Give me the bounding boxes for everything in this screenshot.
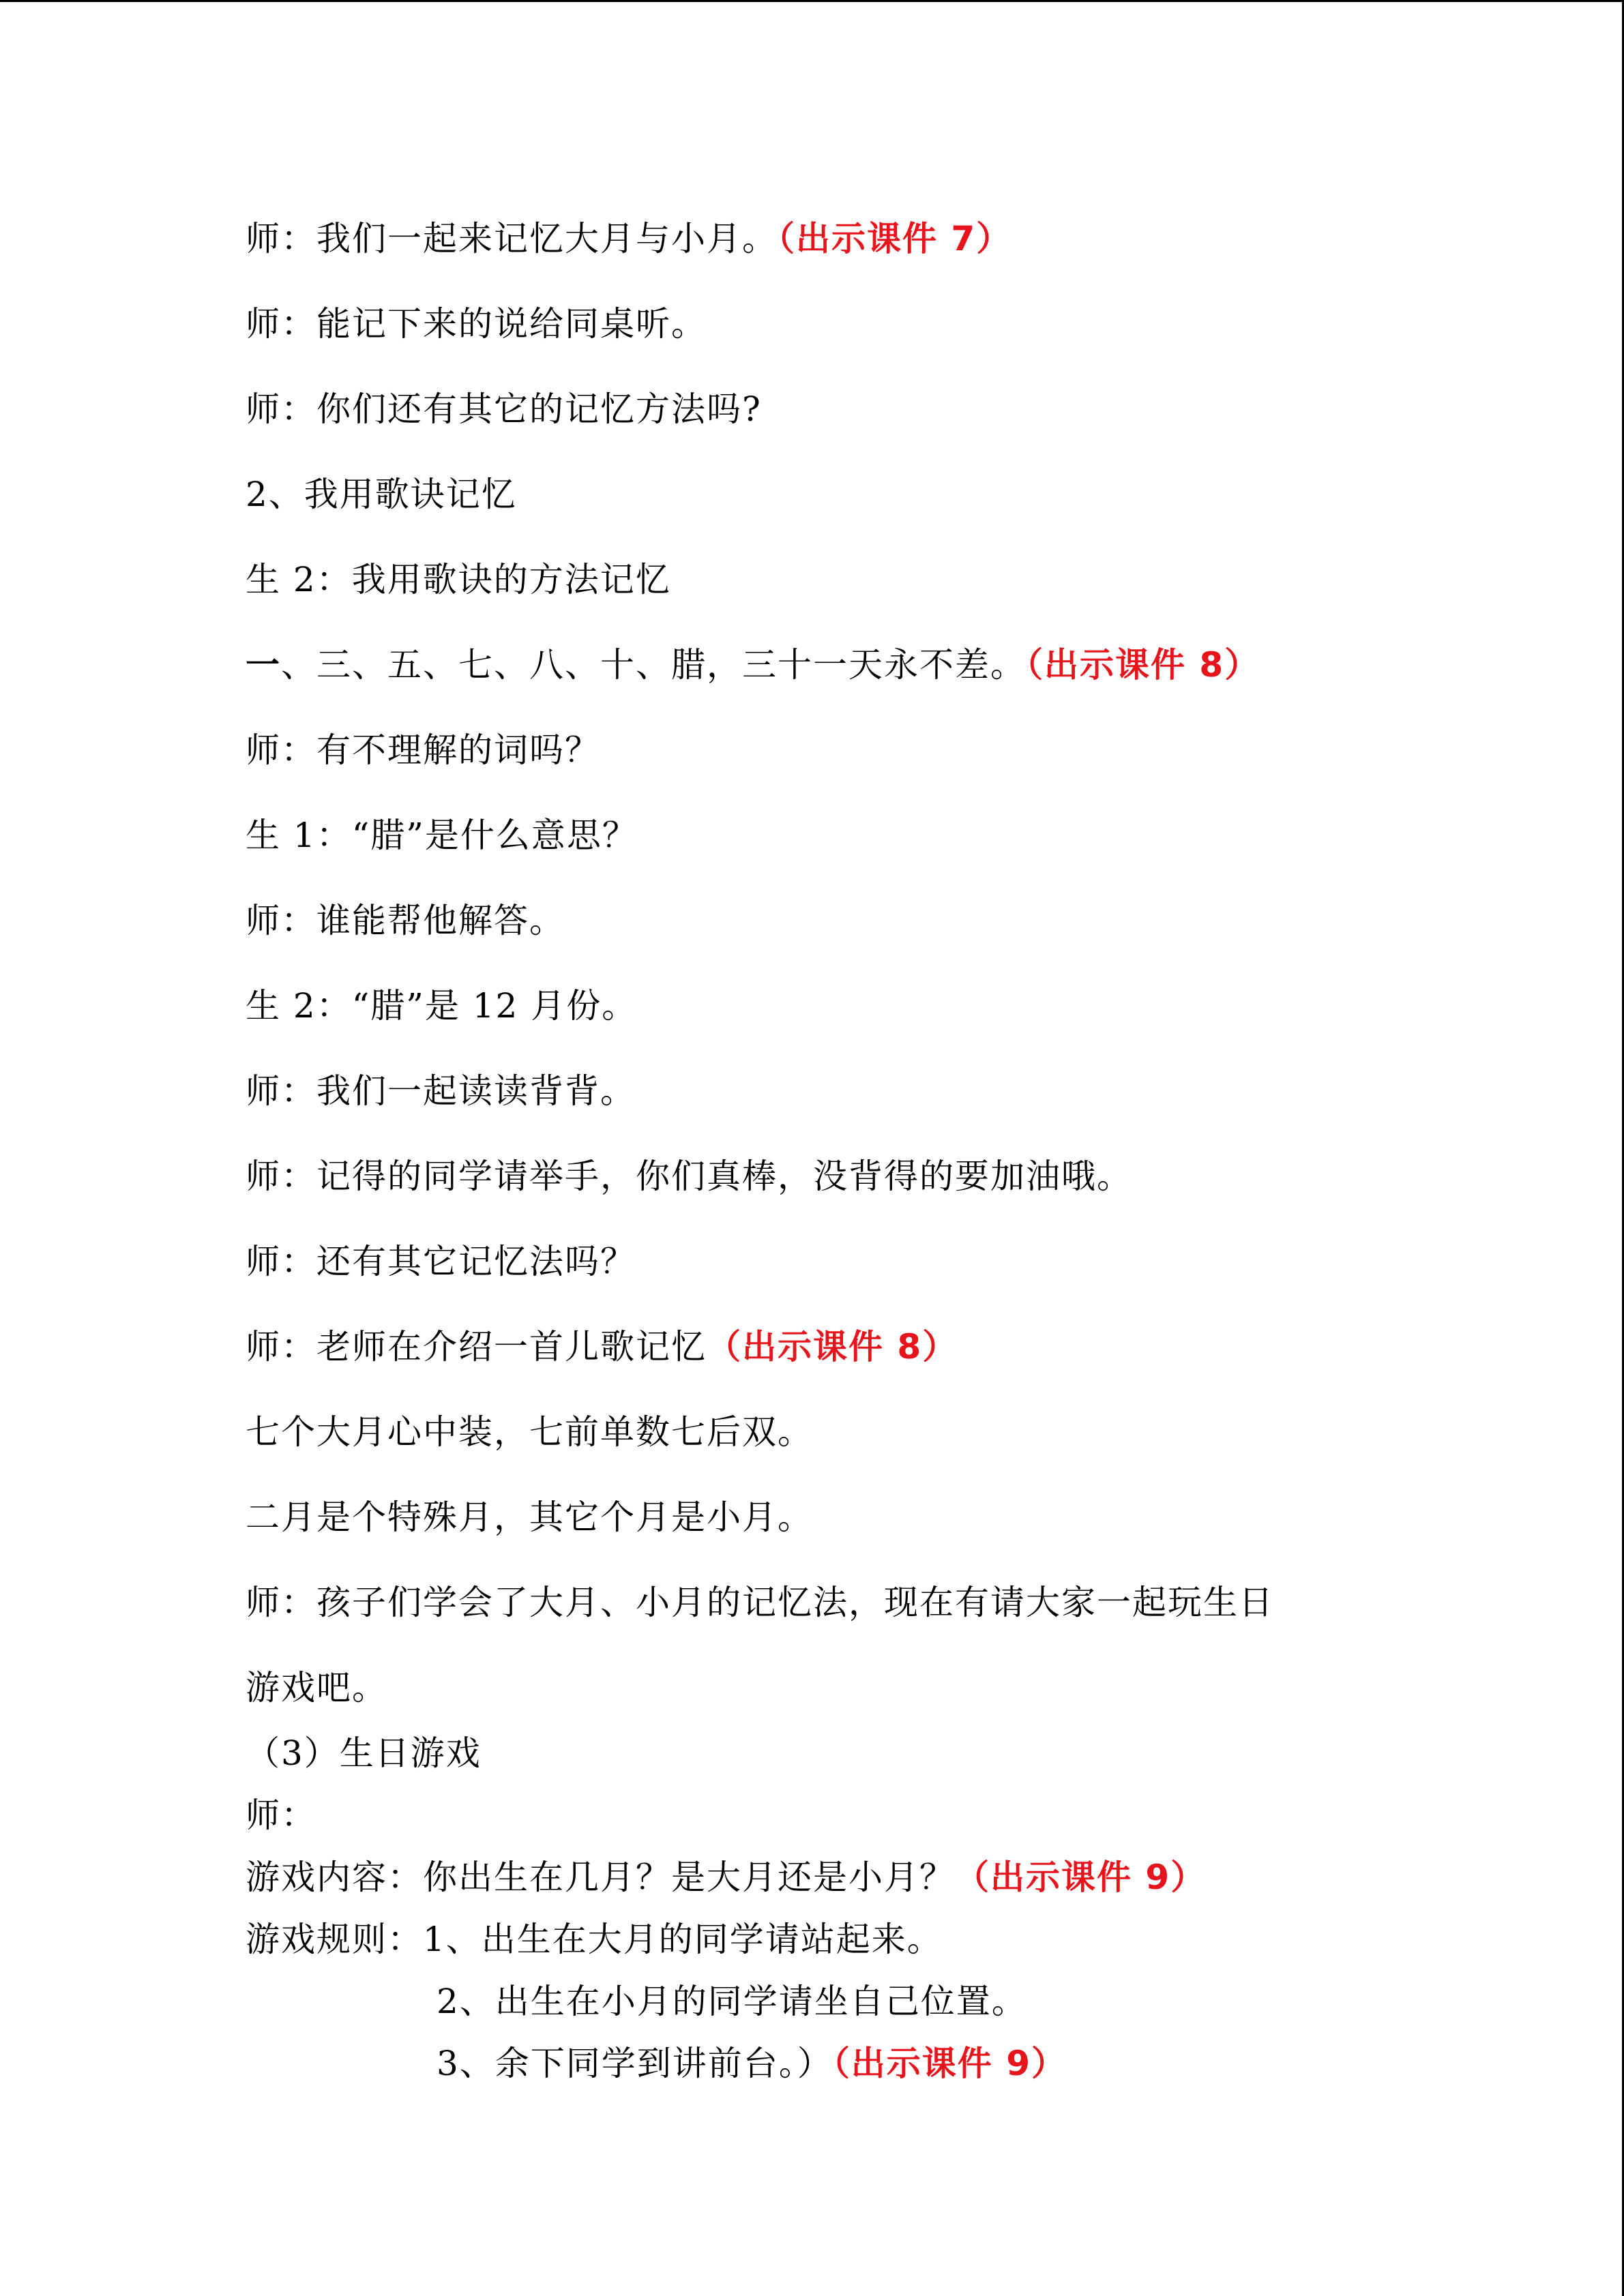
text-line: 师：能记下来的说给同桌听。 [246,304,707,344]
page-border-top [0,0,1624,2]
courseware-note: （出示课件 9） [832,2044,1067,2083]
text-line: 师：你们还有其它的记忆方法吗? [246,389,762,429]
text-line: 师：谁能帮他解答。 [246,901,565,940]
text-line: 师： [246,1795,316,1835]
text-line: 游戏吧。 [246,1668,387,1708]
text-line: 师：老师在介绍一首儿歌记忆（出示课件 8） [246,1327,958,1367]
courseware-note: （出示课件 8） [1026,645,1260,685]
text-line: 七个大月心中装，七前单数七后双。 [246,1412,813,1452]
text-line: 师：有不理解的词吗？ [246,730,600,770]
text-line: 师：记得的同学请举手，你们真棒，没背得的要加油哦。 [246,1157,1132,1196]
text-line: 二月是个特殊月，其它个月是小月。 [246,1497,813,1537]
text-line: 生 1：“腊”是什么意思？ [246,816,638,855]
text-line: 2、出生在小月的同学请坐自己位置。 [437,1982,1027,2021]
text-line: 师：还有其它记忆法吗？ [246,1242,636,1281]
text-line: 生 2：“腊”是 12 月份。 [246,986,638,1026]
text-line: 生 2：我用歌诀的方法记忆 [246,560,671,599]
text-line: 师：我们一起读读背背。 [246,1071,636,1111]
text-line: 游戏内容：你出生在几月？是大月还是小月？（出示课件 9） [246,1858,1207,1897]
text-line: 游戏规则：1、出生在大月的同学请站起来。 [246,1920,943,1959]
text-line: 2、我用歌诀记忆 [246,475,517,514]
text-line: 师：孩子们学会了大月、小月的记忆法，现在有请大家一起玩生日 [246,1583,1274,1622]
courseware-note: （出示课件 8） [707,1327,958,1367]
courseware-note: （出示课件 7） [778,219,1012,258]
text-line: 师：我们一起来记忆大月与小月。（出示课件 7） [246,219,1012,258]
courseware-note: （出示课件 9） [955,1858,1207,1897]
text-line: 一、三、五、七、八、十、腊，三十一天永不差。（出示课件 8） [246,644,1260,685]
text-line: （3）生日游戏 [246,1733,482,1773]
text-line: 3、余下同学到讲前台。）（出示课件 9） [437,2044,1067,2083]
